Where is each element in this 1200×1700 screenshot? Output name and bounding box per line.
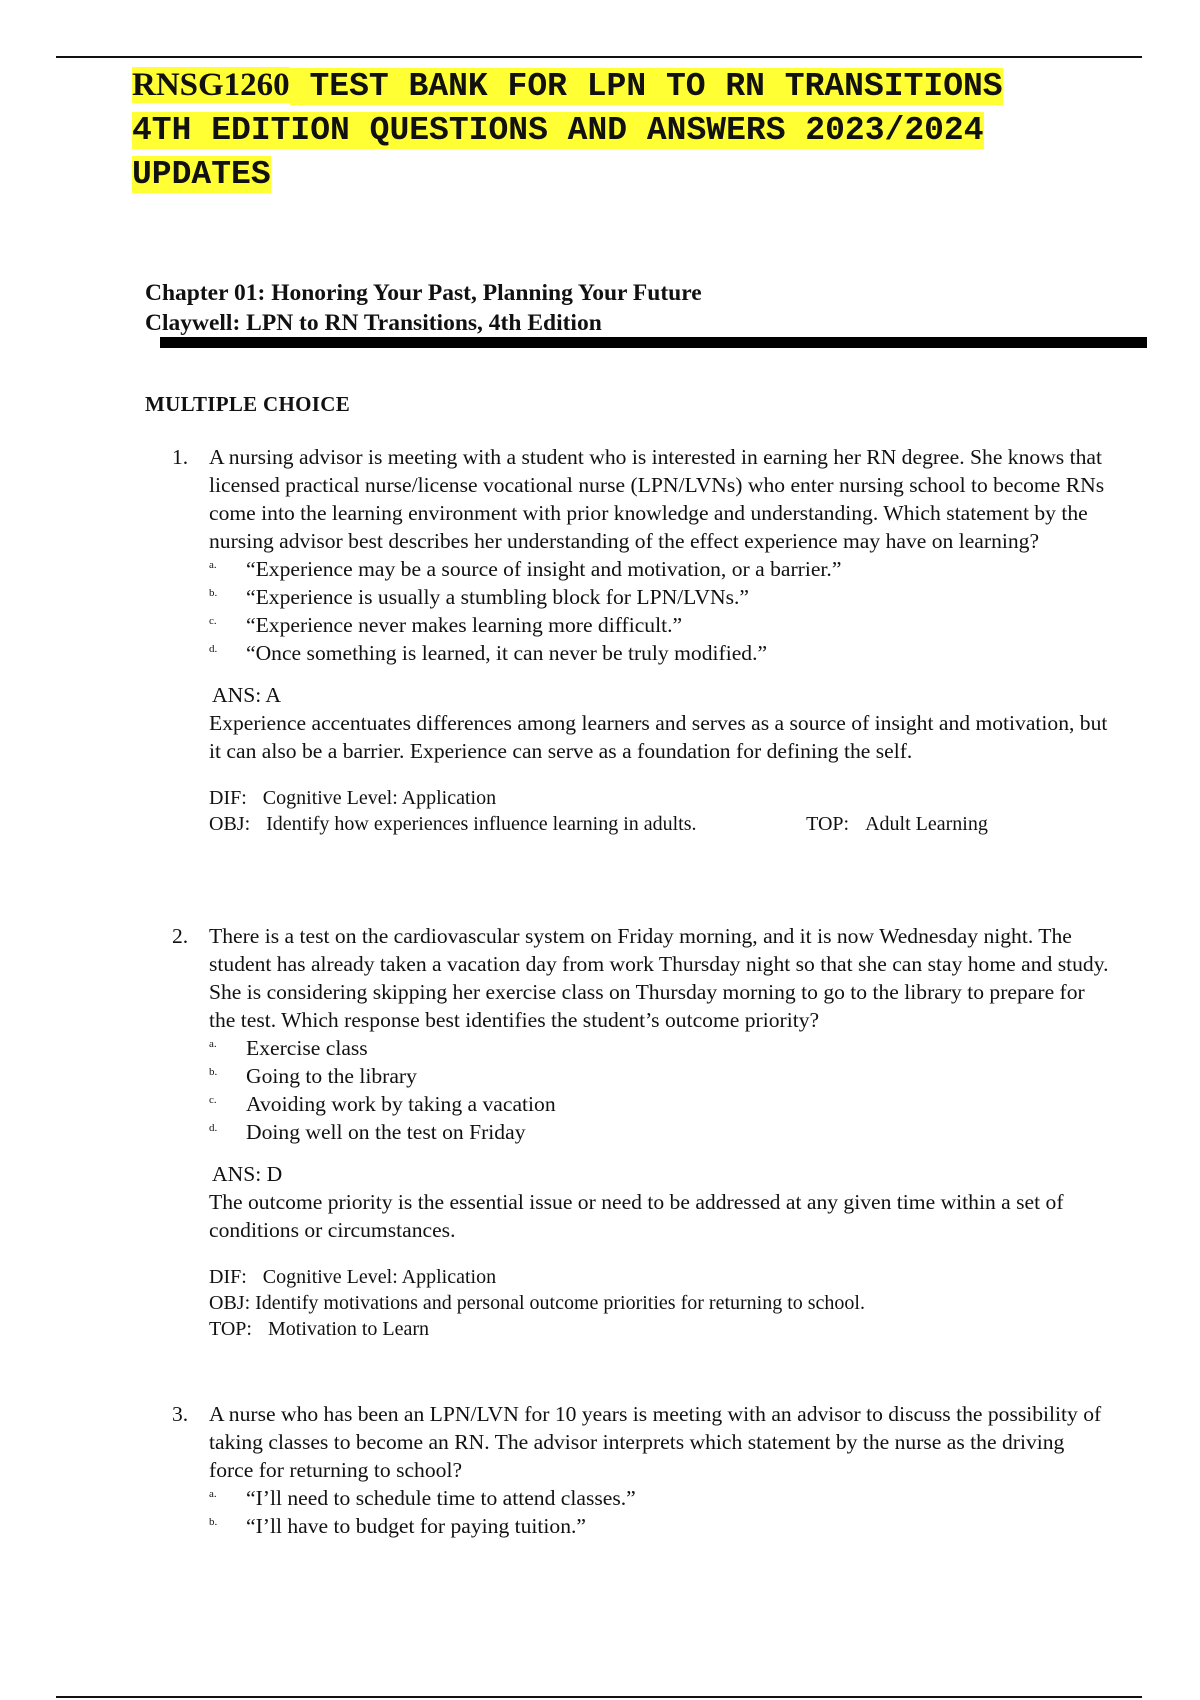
answer-key: ANS: D: [212, 1162, 283, 1186]
dif-label: DIF:: [209, 787, 247, 809]
dif-label: DIF:: [209, 1266, 247, 1288]
choice-text: “Experience is usually a stumbling block for LPN/LVNs.”: [246, 585, 749, 609]
choice-d: [209, 639, 1112, 667]
choice-text: Going to the library: [246, 1064, 417, 1088]
question-number: 1.: [172, 445, 189, 469]
choice-b: [209, 1512, 1112, 1540]
choice-a: [209, 1034, 1112, 1062]
obj-label: OBJ:: [209, 813, 251, 835]
choice-letter: c.: [209, 1094, 217, 1106]
choice-b: [209, 1062, 1112, 1090]
choice-d: [209, 1118, 1112, 1146]
top-label: TOP:: [806, 813, 850, 835]
section-title: MULTIPLE CHOICE: [145, 392, 351, 416]
choice-text: “Experience may be a source of insight and motivation, or a barrier.”: [246, 557, 842, 581]
question-1: [172, 443, 1112, 837]
choice-letter: d.: [209, 1122, 218, 1134]
choice-b: [209, 583, 1112, 611]
choice-letter: a.: [209, 559, 217, 571]
choice-text: “I’ll need to schedule time to attend classes.”: [246, 1486, 636, 1510]
question-3: [172, 1400, 1112, 1540]
question-meta: [209, 1264, 1112, 1342]
question-number: 2.: [172, 924, 189, 948]
choice-a: [209, 555, 1112, 583]
dif-value: Cognitive Level: Application: [262, 1266, 497, 1288]
book-title: Claywell: LPN to RN Transitions, 4th Edition: [145, 310, 602, 336]
document-title: [132, 64, 1092, 196]
choice-c: [209, 611, 1112, 639]
question-stem: There is a test on the cardiovascular system on Friday morning, and it is now Wednesday night. The student has already taken a vacation day from work Thursday night so that she can stay home and study. She is considering skipping her exercise class on Thursday morning to go to the library to prepare for the test. Which response best identifies the student’s outcome priority?: [209, 924, 1109, 1032]
choice-text: “I’ll have to budget for paying tuition.”: [246, 1514, 587, 1538]
top-value: Adult Learning: [865, 813, 988, 835]
choice-letter: b.: [209, 1516, 218, 1528]
obj-label: OBJ:: [209, 1292, 251, 1314]
rationale: Experience accentuates differences among learners and serves as a source of insight and motivation, but it can also be a barrier. Experience can serve as a foundation for defining the self.: [209, 711, 1108, 763]
question-meta: [209, 785, 1112, 837]
choice-a: [209, 1484, 1112, 1512]
choice-c: [209, 1090, 1112, 1118]
question-2: [172, 922, 1112, 1342]
top-rule: [56, 56, 1142, 58]
top-value: Motivation to Learn: [267, 1318, 430, 1340]
chapter-title: Chapter 01: Honoring Your Past, Planning Your Future: [145, 280, 702, 306]
choice-text: “Once something is learned, it can never be truly modified.”: [246, 641, 768, 665]
rationale: The outcome priority is the essential issue or need to be addressed at any given time within a set of conditions or circumstances.: [209, 1190, 1064, 1242]
answer-key: ANS: A: [212, 683, 281, 707]
question-number: 3.: [172, 1402, 189, 1426]
choice-letter: a.: [209, 1038, 217, 1050]
top-label: TOP:: [209, 1318, 252, 1340]
title-line-1: TEST BANK FOR LPN TO RN TRANSITIONS: [309, 68, 1003, 105]
title-line-2: 4TH EDITION QUESTIONS AND ANSWERS 2023/2024: [132, 112, 984, 149]
choice-text: Exercise class: [246, 1036, 368, 1060]
dif-value: Cognitive Level: Application: [262, 787, 497, 809]
choice-letter: d.: [209, 643, 218, 655]
choice-letter: b.: [209, 1066, 218, 1078]
choice-letter: c.: [209, 615, 217, 627]
obj-value: Identify motivations and personal outcome priorities for returning to school.: [255, 1292, 865, 1314]
title-line-3: UPDATES: [132, 156, 271, 193]
choice-text: Doing well on the test on Friday: [246, 1120, 526, 1144]
chapter-header: [145, 278, 1125, 338]
obj-value: Identify how experiences influence learning in adults.: [266, 813, 697, 835]
choice-text: “Experience never makes learning more difficult.”: [246, 613, 683, 637]
question-stem: A nurse who has been an LPN/LVN for 10 years is meeting with an advisor to discuss the possibility of taking classes to become an RN. The advisor interprets which statement by the nurse as the driving force for returning to school?: [209, 1402, 1102, 1482]
choice-letter: b.: [209, 587, 218, 599]
chapter-divider: [160, 337, 1147, 348]
course-code: RNSG1260: [132, 67, 290, 103]
choice-letter: a.: [209, 1488, 217, 1500]
question-stem: A nursing advisor is meeting with a student who is interested in earning her RN degree. She knows that licensed practical nurse/license vocational nurse (LPN/LVNs) who enter nursing school to become RNs come into the learning environment with prior knowledge and understanding. Which statement by the nursing advisor best describes her understanding of the effect experience may have on learning?: [209, 445, 1105, 553]
choice-text: Avoiding work by taking a vacation: [246, 1092, 556, 1116]
bottom-rule: [56, 1696, 1142, 1698]
